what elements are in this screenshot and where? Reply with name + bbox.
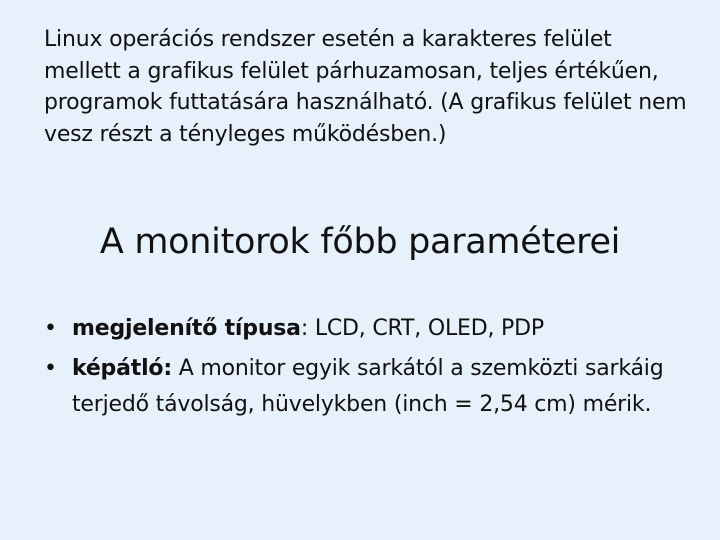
description-diagonal: A monitor egyik sarkától a szemközti sarkáig terjedő távolság, hüvelykben (inch = 2,54 cm) mérik. [72, 356, 664, 417]
description-display-type: LCD, CRT, OLED, PDP [308, 316, 544, 341]
term-display-type: megjelenítő típusa [72, 316, 301, 341]
term-diagonal: képátló: [72, 356, 172, 381]
intro-paragraph: Linux operációs rendszer esetén a karakteres felület mellett a grafikus felület párhuzamosan, teljes értékűen, programok futtatására használható. (A grafikus felület nem vesz részt a tényleges működésben.) [44, 27, 687, 147]
section-heading: A monitorok főbb paraméterei [99, 222, 621, 262]
list-item-display-type [44, 311, 684, 347]
term-separator: : [300, 316, 309, 341]
list-item-diagonal [44, 351, 684, 423]
bullet-icon: • [44, 356, 57, 381]
parameter-list [44, 311, 684, 427]
bullet-icon: • [44, 316, 57, 341]
